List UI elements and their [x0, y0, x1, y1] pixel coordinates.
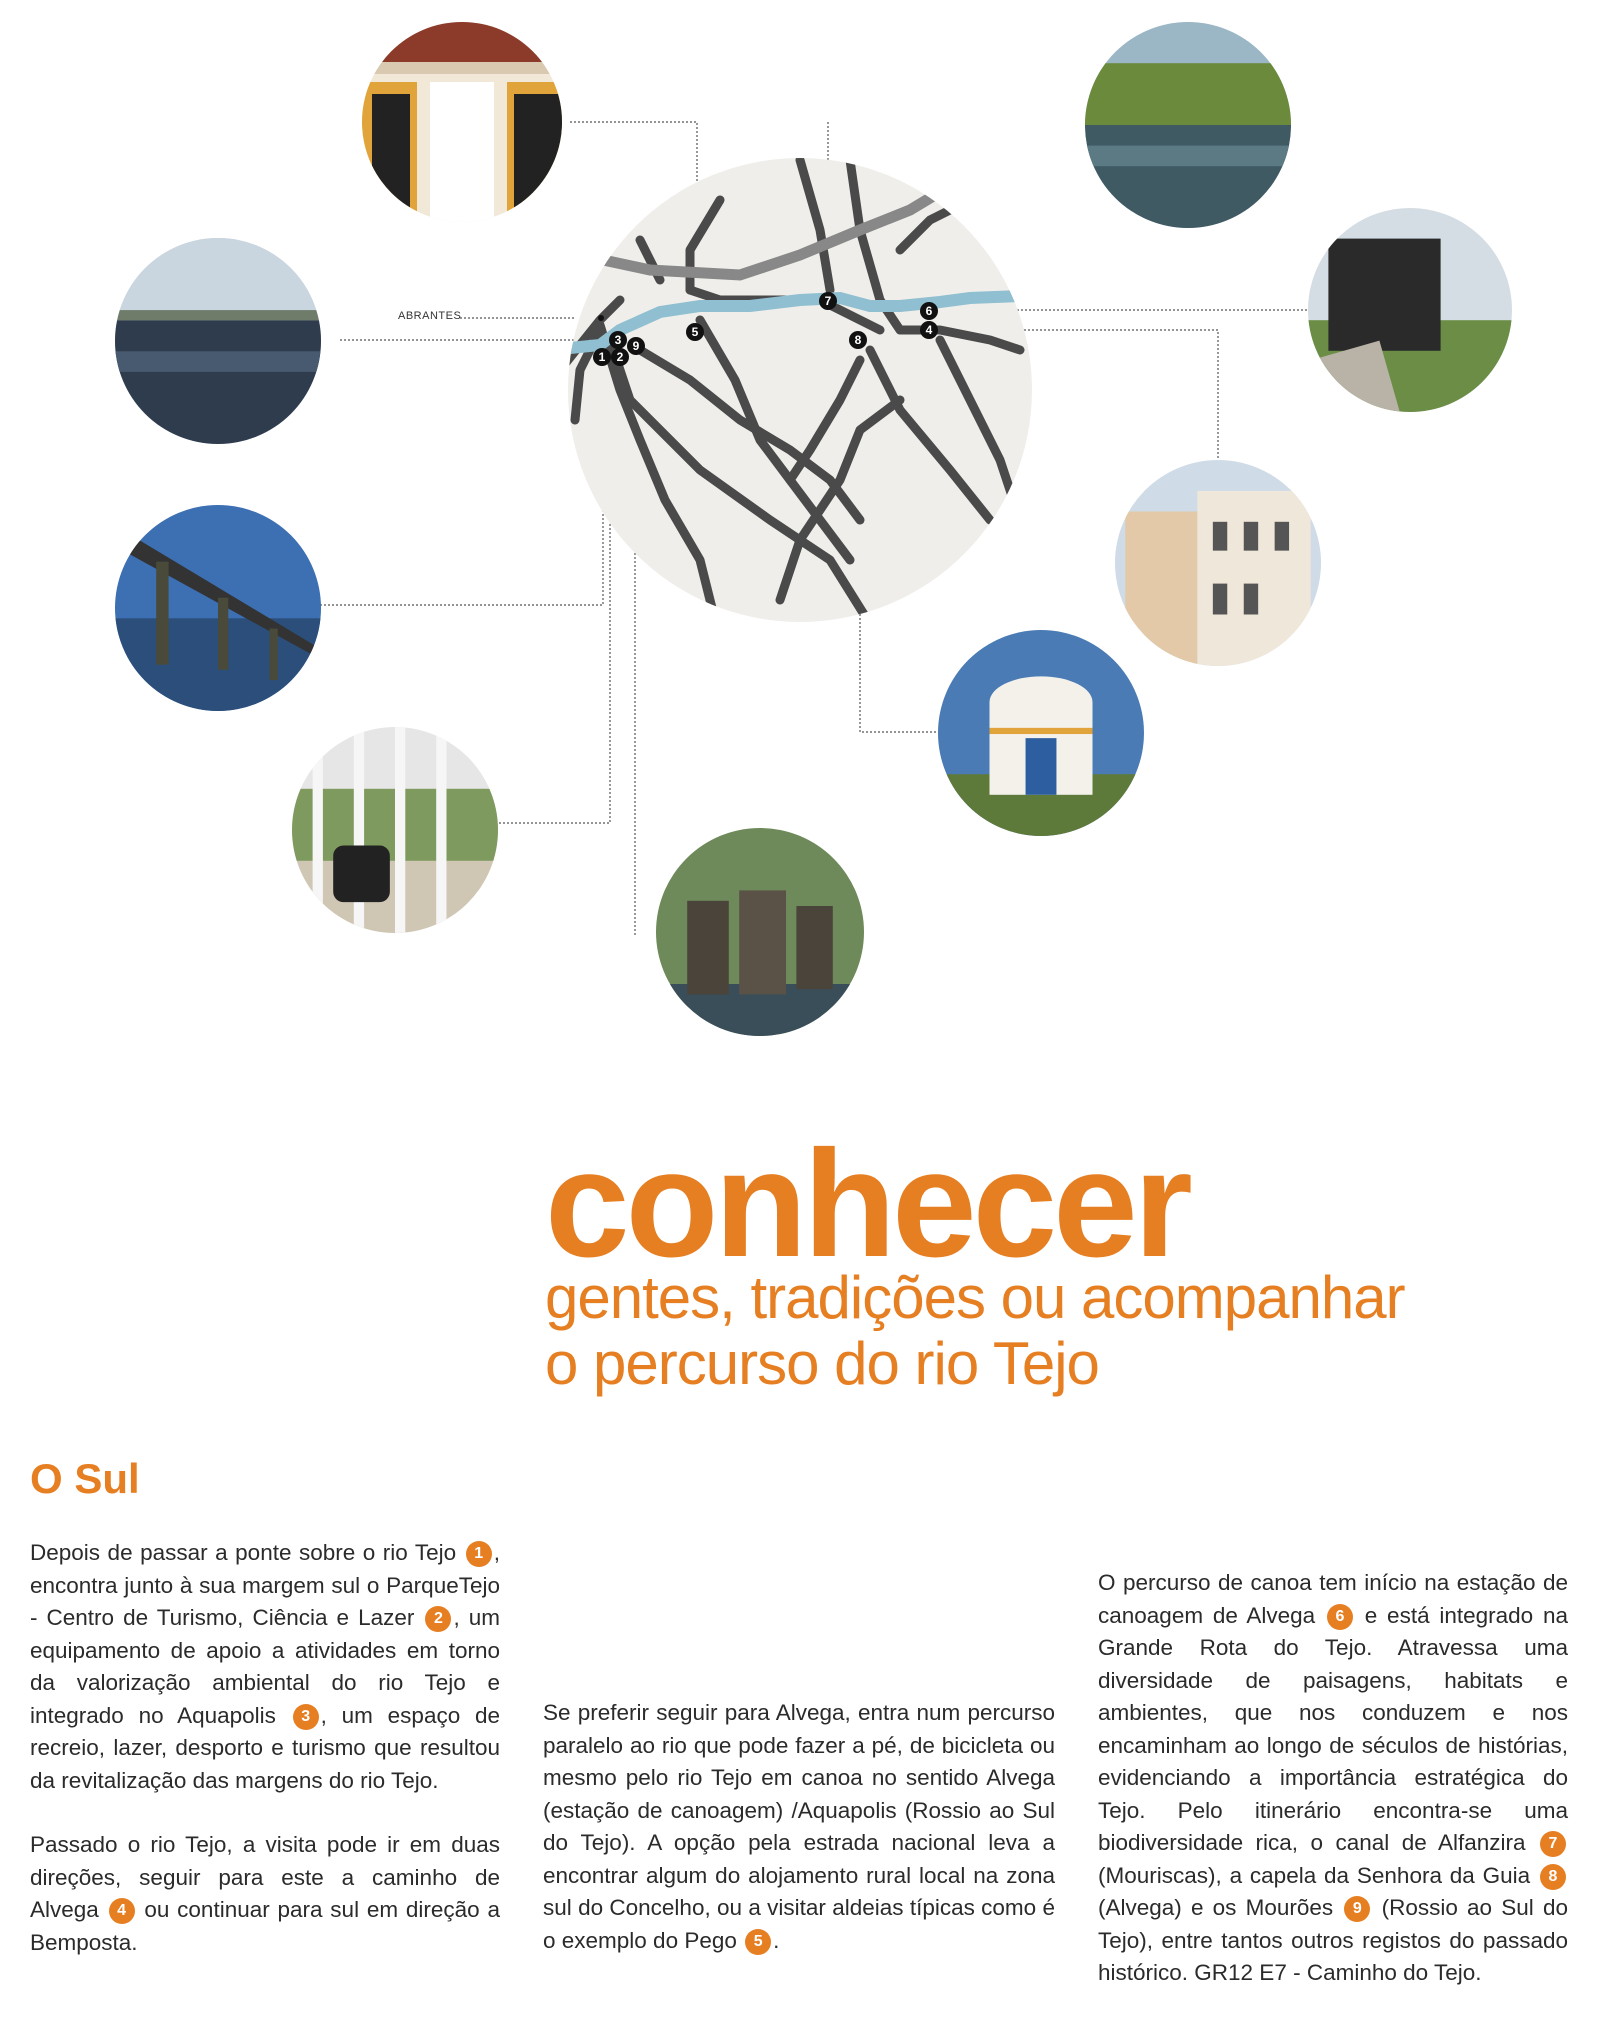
- svg-text:3: 3: [614, 333, 622, 347]
- subtitle-line-2: o percurso do rio Tejo: [545, 1330, 1099, 1397]
- marker-badge: 7: [1540, 1831, 1566, 1857]
- paragraph: Depois de passar a ponte sobre o rio Tejo 1 , encontra junto à sua margem sul o ParqueTejo - Centro de Turismo, Ciência e Lazer 2 , um equipamento de apoio a atividades em torno da valorização ambiental do rio Tejo e integrado no Aquapolis 3 , um espaço de recreio, lazer, desporto e turismo que resultou da revitalização das margens do rio Tejo.: [30, 1540, 500, 1793]
- svg-text:4: 4: [925, 323, 933, 337]
- marker-4: [920, 321, 938, 339]
- river-trees-photo: [1085, 22, 1291, 228]
- subtitle-line-1: gentes, tradições ou acompanhar: [545, 1264, 1405, 1331]
- paragraph: Passado o rio Tejo, a visita pode ir em duas direções, seguir para este a caminho de Alvega 4 ou continuar para sul em direção a Bemposta.: [30, 1832, 500, 1955]
- marker-badge: 9: [1344, 1896, 1370, 1922]
- marker-badge: 6: [1327, 1604, 1353, 1630]
- marker-badge: 3: [293, 1704, 319, 1730]
- marker-badge: 5: [745, 1929, 771, 1955]
- bridge-photo: [115, 505, 321, 711]
- terrace-chair-photo: [292, 727, 498, 933]
- svg-text:9: 9: [632, 339, 640, 353]
- marker-8: [849, 331, 867, 349]
- ruins-photo: [656, 828, 864, 1036]
- marker-badge: 2: [425, 1606, 451, 1632]
- section-title: O Sul: [30, 1455, 140, 1502]
- marker-badge: 1: [466, 1541, 492, 1567]
- marker-9: [627, 337, 645, 355]
- marker-2: [611, 348, 629, 366]
- svg-text:5: 5: [691, 325, 699, 339]
- marker-badge: 4: [109, 1898, 135, 1924]
- text-column-1: [30, 1537, 500, 1991]
- marker-6: [920, 302, 938, 320]
- marker-badge: 8: [1540, 1864, 1566, 1890]
- marker-5: [686, 323, 704, 341]
- paragraph: Se preferir seguir para Alvega, entra num percurso paralelo ao rio que pode fazer a pé, de bicicleta ou mesmo pelo rio Tejo em canoa no sentido Alvega (estação de canoagem) /Aquapolis (Rossio ao Sul do Tejo). A opção pela estrada nacional leva a encontrar algum do alojamento rural local na zona sul do Concelho, ou a visitar aldeias típicas como é o exemplo do Pego 5 .: [543, 1700, 1055, 1953]
- text-column-2: [543, 1697, 1055, 1989]
- map-town-label: ABRANTES: [398, 310, 462, 322]
- svg-text:7: 7: [824, 294, 832, 308]
- text-column-3: [1098, 1567, 1568, 2022]
- page-title: conhecer: [545, 1119, 1189, 1289]
- chapel-photo: [938, 630, 1144, 836]
- marker-1: [593, 348, 611, 366]
- paragraph: O percurso de canoa tem início na estação de canoagem de Alvega 6 e está integrado na Grande Rota do Tejo. Atravessa uma diversidade de paisagens, habitats e ambientes, que nos conduzem e nos encaminham ao longo de séculos de histórias, evidenciando a importância estratégica do Tejo. Pelo itinerário encontra-se uma biodiversidade rica, o canal de Alfanzira 7 (Mouriscas), a capela da Senhora da Guia 8 (Alvega) e os Mourões 9 (Rossio ao Sul do Tejo), entre tantos outros registos do passado histórico. GR12 E7 - Caminho do Tejo.: [1098, 1570, 1568, 1985]
- page-subtitle: [545, 1265, 1405, 1397]
- river-landscape-photo: [115, 238, 321, 444]
- house-facade-photo: [362, 22, 562, 222]
- canoe-station-photo: [1308, 208, 1512, 412]
- svg-text:1: 1: [598, 350, 606, 364]
- marker-3: [609, 331, 627, 349]
- svg-text:8: 8: [854, 333, 862, 347]
- marker-7: [819, 292, 837, 310]
- village-street-photo: [1115, 460, 1321, 666]
- svg-text:6: 6: [925, 304, 933, 318]
- svg-text:2: 2: [616, 350, 624, 364]
